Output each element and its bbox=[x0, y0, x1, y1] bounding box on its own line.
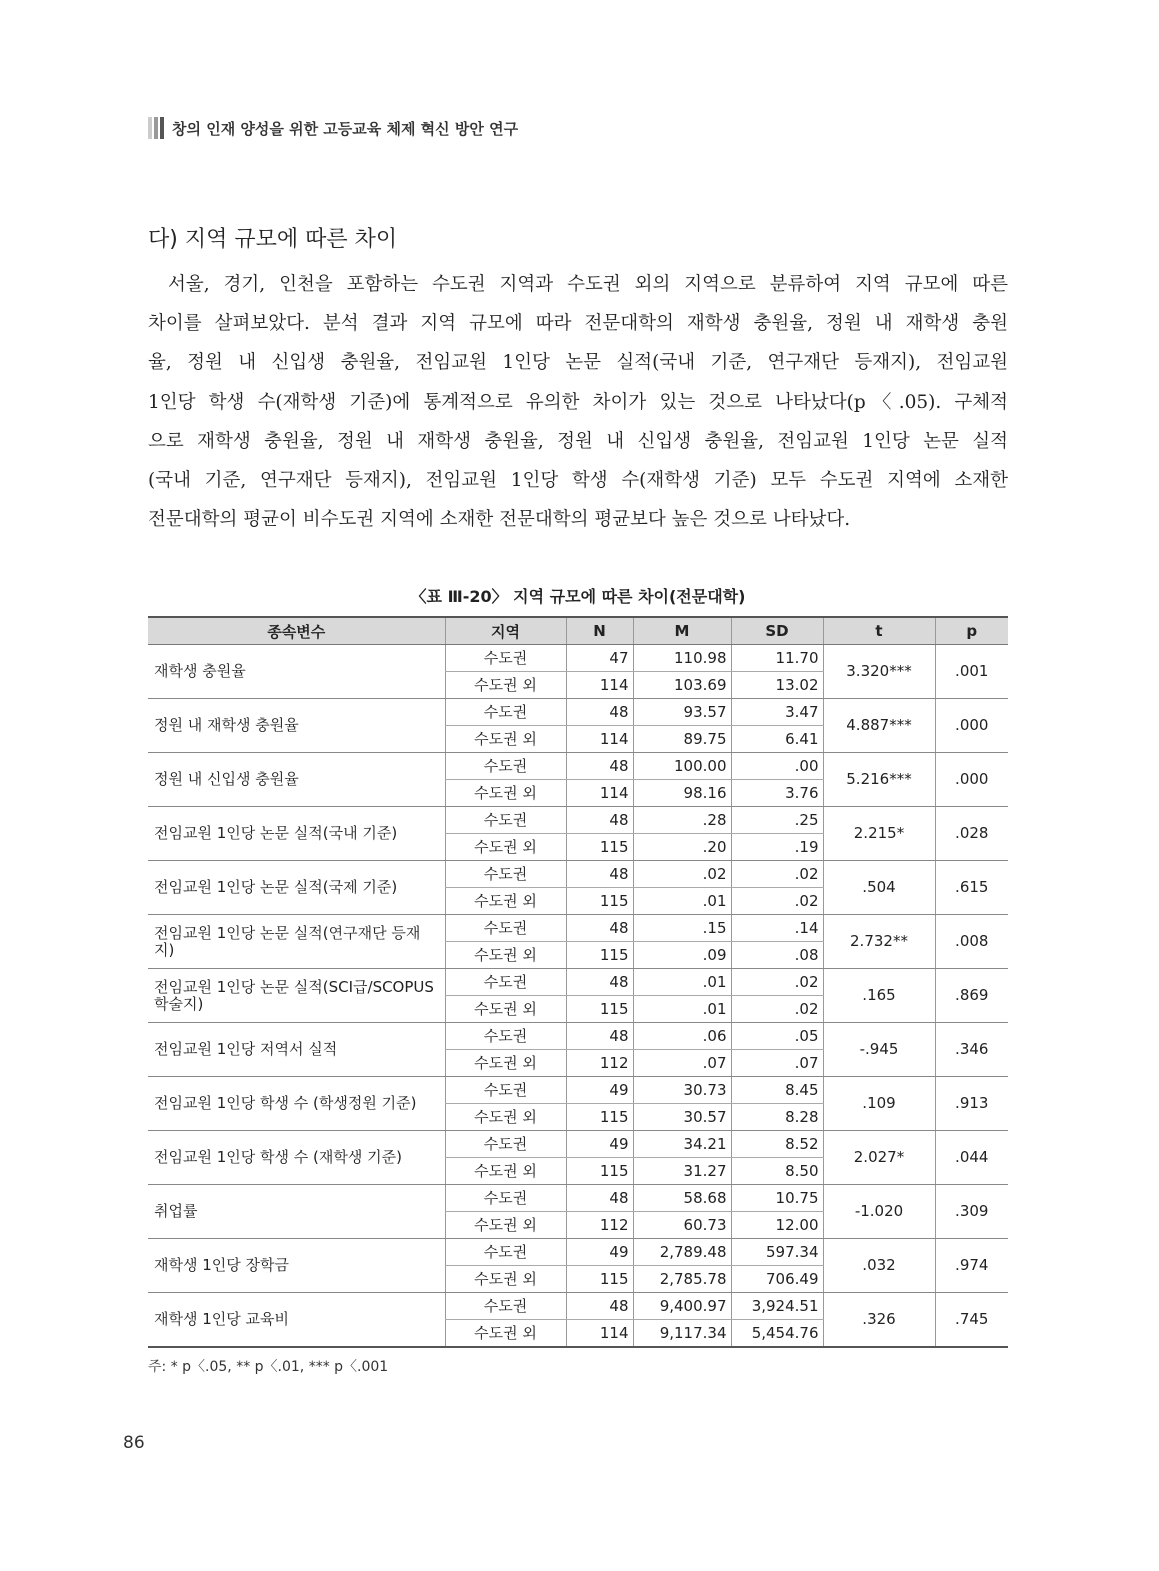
region-cell: 수도권 외 bbox=[445, 780, 566, 807]
region-cell: 수도권 외 bbox=[445, 834, 566, 861]
mean-cell: 103.69 bbox=[633, 672, 731, 699]
mean-cell: 98.16 bbox=[633, 780, 731, 807]
region-cell: 수도권 외 bbox=[445, 1320, 566, 1348]
column-header: 지역 bbox=[445, 617, 566, 645]
mean-cell: .06 bbox=[633, 1023, 731, 1050]
variable-cell: 재학생 1인당 장학금 bbox=[148, 1239, 445, 1293]
n-cell: 114 bbox=[566, 1320, 633, 1348]
mean-cell: 30.57 bbox=[633, 1104, 731, 1131]
table-row bbox=[148, 1023, 1008, 1050]
n-cell: 115 bbox=[566, 834, 633, 861]
mean-cell: .28 bbox=[633, 807, 731, 834]
sd-cell: .02 bbox=[731, 888, 823, 915]
region-cell: 수도권 외 bbox=[445, 1212, 566, 1239]
t-cell: -1.020 bbox=[823, 1185, 935, 1239]
region-cell: 수도권 외 bbox=[445, 1158, 566, 1185]
variable-cell: 전임교원 1인당 학생 수 (학생정원 기준) bbox=[148, 1077, 445, 1131]
mean-cell: 31.27 bbox=[633, 1158, 731, 1185]
p-cell: .000 bbox=[935, 753, 1008, 807]
region-cell: 수도권 외 bbox=[445, 942, 566, 969]
header-marker-icon bbox=[148, 117, 164, 139]
sd-cell: 13.02 bbox=[731, 672, 823, 699]
sd-cell: .07 bbox=[731, 1050, 823, 1077]
paragraph-line: 1인당 학생 수(재학생 기준)에 통계적으로 유의한 차이가 있는 것으로 나타났다(p〈.05). 구체적 bbox=[148, 391, 1008, 413]
table-row bbox=[148, 699, 1008, 726]
region-cell: 수도권 외 bbox=[445, 888, 566, 915]
sd-cell: .25 bbox=[731, 807, 823, 834]
t-cell: .326 bbox=[823, 1293, 935, 1348]
table-row bbox=[148, 861, 1008, 888]
table-row bbox=[148, 807, 1008, 834]
n-cell: 49 bbox=[566, 1077, 633, 1104]
region-cell: 수도권 bbox=[445, 1077, 566, 1104]
page-number: 86 bbox=[123, 1433, 145, 1453]
sd-cell: 3.47 bbox=[731, 699, 823, 726]
t-cell: 2.732** bbox=[823, 915, 935, 969]
variable-cell: 재학생 충원율 bbox=[148, 645, 445, 699]
sd-cell: 706.49 bbox=[731, 1266, 823, 1293]
paragraph-line: 차이를 살펴보았다. 분석 결과 지역 규모에 따라 전문대학의 재학생 충원율, 정원 내 재학생 충원 bbox=[148, 313, 1008, 335]
sd-cell: 3.76 bbox=[731, 780, 823, 807]
sd-cell: .14 bbox=[731, 915, 823, 942]
running-head-title: 창의 인재 양성을 위한 고등교육 체제 혁신 방안 연구 bbox=[172, 119, 519, 138]
p-cell: .028 bbox=[935, 807, 1008, 861]
n-cell: 48 bbox=[566, 861, 633, 888]
n-cell: 115 bbox=[566, 996, 633, 1023]
n-cell: 48 bbox=[566, 969, 633, 996]
mean-cell: .09 bbox=[633, 942, 731, 969]
n-cell: 115 bbox=[566, 942, 633, 969]
region-cell: 수도권 외 bbox=[445, 1050, 566, 1077]
table-header-row bbox=[148, 617, 1008, 645]
running-head bbox=[148, 117, 518, 139]
sd-cell: 8.28 bbox=[731, 1104, 823, 1131]
variable-cell: 전임교원 1인당 저역서 실적 bbox=[148, 1023, 445, 1077]
paragraph-line: 전문대학의 평균이 비수도권 지역에 소재한 전문대학의 평균보다 높은 것으로 나타났다. bbox=[148, 509, 851, 531]
region-cell: 수도권 bbox=[445, 1185, 566, 1212]
n-cell: 114 bbox=[566, 780, 633, 807]
n-cell: 115 bbox=[566, 1104, 633, 1131]
region-cell: 수도권 외 bbox=[445, 1104, 566, 1131]
mean-cell: 9,117.34 bbox=[633, 1320, 731, 1348]
n-cell: 47 bbox=[566, 645, 633, 672]
paragraph-line: 율, 정원 내 신입생 충원율, 전임교원 1인당 논문 실적(국내 기준, 연구재단 등재지), 전임교원 bbox=[148, 352, 1008, 374]
table-caption: 〈표 Ⅲ-20〉 지역 규모에 따른 차이(전문대학) bbox=[410, 587, 746, 606]
table-row bbox=[148, 1239, 1008, 1266]
region-cell: 수도권 bbox=[445, 1131, 566, 1158]
mean-cell: 58.68 bbox=[633, 1185, 731, 1212]
mean-cell: 2,785.78 bbox=[633, 1266, 731, 1293]
table-row bbox=[148, 1185, 1008, 1212]
n-cell: 48 bbox=[566, 753, 633, 780]
p-cell: .974 bbox=[935, 1239, 1008, 1293]
sd-cell: .08 bbox=[731, 942, 823, 969]
mean-cell: 89.75 bbox=[633, 726, 731, 753]
n-cell: 112 bbox=[566, 1050, 633, 1077]
p-cell: .615 bbox=[935, 861, 1008, 915]
p-cell: .913 bbox=[935, 1077, 1008, 1131]
t-cell: 2.027* bbox=[823, 1131, 935, 1185]
variable-cell: 전임교원 1인당 논문 실적(국내 기준) bbox=[148, 807, 445, 861]
sd-cell: 3,924.51 bbox=[731, 1293, 823, 1320]
region-cell: 수도권 외 bbox=[445, 1266, 566, 1293]
region-cell: 수도권 bbox=[445, 807, 566, 834]
n-cell: 112 bbox=[566, 1212, 633, 1239]
region-cell: 수도권 외 bbox=[445, 996, 566, 1023]
paragraph-line: (국내 기준, 연구재단 등재지), 전임교원 1인당 학생 수(재학생 기준) 모두 수도권 지역에 소재한 bbox=[148, 469, 1008, 491]
variable-cell: 전임교원 1인당 논문 실적(SCI급/SCOPUS 학술지) bbox=[148, 969, 445, 1023]
t-cell: .109 bbox=[823, 1077, 935, 1131]
table-row bbox=[148, 1131, 1008, 1158]
mean-cell: .01 bbox=[633, 996, 731, 1023]
column-header: t bbox=[823, 617, 935, 645]
section-title: 다) 지역 규모에 따른 차이 bbox=[148, 227, 398, 252]
table-row bbox=[148, 1293, 1008, 1320]
sd-cell: 12.00 bbox=[731, 1212, 823, 1239]
sd-cell: .02 bbox=[731, 969, 823, 996]
p-cell: .000 bbox=[935, 699, 1008, 753]
sd-cell: 10.75 bbox=[731, 1185, 823, 1212]
n-cell: 48 bbox=[566, 1185, 633, 1212]
region-cell: 수도권 bbox=[445, 753, 566, 780]
region-cell: 수도권 bbox=[445, 861, 566, 888]
t-cell: -.945 bbox=[823, 1023, 935, 1077]
region-cell: 수도권 외 bbox=[445, 672, 566, 699]
variable-cell: 취업률 bbox=[148, 1185, 445, 1239]
variable-cell: 전임교원 1인당 학생 수 (재학생 기준) bbox=[148, 1131, 445, 1185]
t-cell: 3.320*** bbox=[823, 645, 935, 699]
mean-cell: .20 bbox=[633, 834, 731, 861]
mean-cell: .15 bbox=[633, 915, 731, 942]
p-cell: .869 bbox=[935, 969, 1008, 1023]
p-cell: .008 bbox=[935, 915, 1008, 969]
variable-cell: 전임교원 1인당 논문 실적(연구재단 등재지) bbox=[148, 915, 445, 969]
table-row bbox=[148, 915, 1008, 942]
n-cell: 48 bbox=[566, 1023, 633, 1050]
mean-cell: .01 bbox=[633, 888, 731, 915]
sd-cell: .02 bbox=[731, 996, 823, 1023]
column-header: 종속변수 bbox=[148, 617, 445, 645]
t-cell: .504 bbox=[823, 861, 935, 915]
region-cell: 수도권 외 bbox=[445, 726, 566, 753]
mean-cell: 2,789.48 bbox=[633, 1239, 731, 1266]
t-cell: .165 bbox=[823, 969, 935, 1023]
table-row bbox=[148, 1077, 1008, 1104]
p-cell: .044 bbox=[935, 1131, 1008, 1185]
sd-cell: 8.50 bbox=[731, 1158, 823, 1185]
n-cell: 114 bbox=[566, 726, 633, 753]
region-cell: 수도권 bbox=[445, 1293, 566, 1320]
n-cell: 115 bbox=[566, 888, 633, 915]
region-cell: 수도권 bbox=[445, 1239, 566, 1266]
p-cell: .346 bbox=[935, 1023, 1008, 1077]
mean-cell: .02 bbox=[633, 861, 731, 888]
mean-cell: 110.98 bbox=[633, 645, 731, 672]
variable-cell: 정원 내 신입생 충원율 bbox=[148, 753, 445, 807]
region-cell: 수도권 bbox=[445, 915, 566, 942]
sd-cell: .05 bbox=[731, 1023, 823, 1050]
body-paragraph bbox=[148, 265, 1008, 539]
mean-cell: .01 bbox=[633, 969, 731, 996]
sd-cell: 6.41 bbox=[731, 726, 823, 753]
t-cell: 2.215* bbox=[823, 807, 935, 861]
sd-cell: 5,454.76 bbox=[731, 1320, 823, 1348]
table-row bbox=[148, 645, 1008, 672]
column-header: M bbox=[633, 617, 731, 645]
paragraph-line: 으로 재학생 충원율, 정원 내 재학생 충원율, 정원 내 신입생 충원율, 전임교원 1인당 논문 실적 bbox=[148, 430, 1008, 452]
region-cell: 수도권 bbox=[445, 1023, 566, 1050]
t-cell: 5.216*** bbox=[823, 753, 935, 807]
column-header: SD bbox=[731, 617, 823, 645]
variable-cell: 전임교원 1인당 논문 실적(국제 기준) bbox=[148, 861, 445, 915]
sd-cell: .19 bbox=[731, 834, 823, 861]
n-cell: 49 bbox=[566, 1131, 633, 1158]
variable-cell: 정원 내 재학생 충원율 bbox=[148, 699, 445, 753]
mean-cell: 100.00 bbox=[633, 753, 731, 780]
region-cell: 수도권 bbox=[445, 699, 566, 726]
column-header: N bbox=[566, 617, 633, 645]
mean-cell: 60.73 bbox=[633, 1212, 731, 1239]
table-note: 주: * p〈.05, ** p〈.01, *** p〈.001 bbox=[148, 1359, 389, 1375]
table-row bbox=[148, 969, 1008, 996]
sd-cell: .00 bbox=[731, 753, 823, 780]
n-cell: 48 bbox=[566, 699, 633, 726]
n-cell: 48 bbox=[566, 1293, 633, 1320]
mean-cell: 9,400.97 bbox=[633, 1293, 731, 1320]
n-cell: 114 bbox=[566, 672, 633, 699]
region-cell: 수도권 bbox=[445, 969, 566, 996]
p-cell: .001 bbox=[935, 645, 1008, 699]
variable-cell: 재학생 1인당 교육비 bbox=[148, 1293, 445, 1348]
t-cell: .032 bbox=[823, 1239, 935, 1293]
sd-cell: 8.45 bbox=[731, 1077, 823, 1104]
p-cell: .309 bbox=[935, 1185, 1008, 1239]
sd-cell: 597.34 bbox=[731, 1239, 823, 1266]
n-cell: 115 bbox=[566, 1158, 633, 1185]
paragraph-line: 서울, 경기, 인천을 포함하는 수도권 지역과 수도권 외의 지역으로 분류하여 지역 규모에 따른 bbox=[168, 274, 1008, 295]
sd-cell: .02 bbox=[731, 861, 823, 888]
n-cell: 49 bbox=[566, 1239, 633, 1266]
mean-cell: .07 bbox=[633, 1050, 731, 1077]
mean-cell: 30.73 bbox=[633, 1077, 731, 1104]
t-cell: 4.887*** bbox=[823, 699, 935, 753]
results-table bbox=[148, 616, 1008, 1348]
mean-cell: 93.57 bbox=[633, 699, 731, 726]
sd-cell: 8.52 bbox=[731, 1131, 823, 1158]
column-header: p bbox=[935, 617, 1008, 645]
sd-cell: 11.70 bbox=[731, 645, 823, 672]
table-row bbox=[148, 753, 1008, 780]
n-cell: 48 bbox=[566, 807, 633, 834]
region-cell: 수도권 bbox=[445, 645, 566, 672]
mean-cell: 34.21 bbox=[633, 1131, 731, 1158]
p-cell: .745 bbox=[935, 1293, 1008, 1348]
n-cell: 48 bbox=[566, 915, 633, 942]
n-cell: 115 bbox=[566, 1266, 633, 1293]
